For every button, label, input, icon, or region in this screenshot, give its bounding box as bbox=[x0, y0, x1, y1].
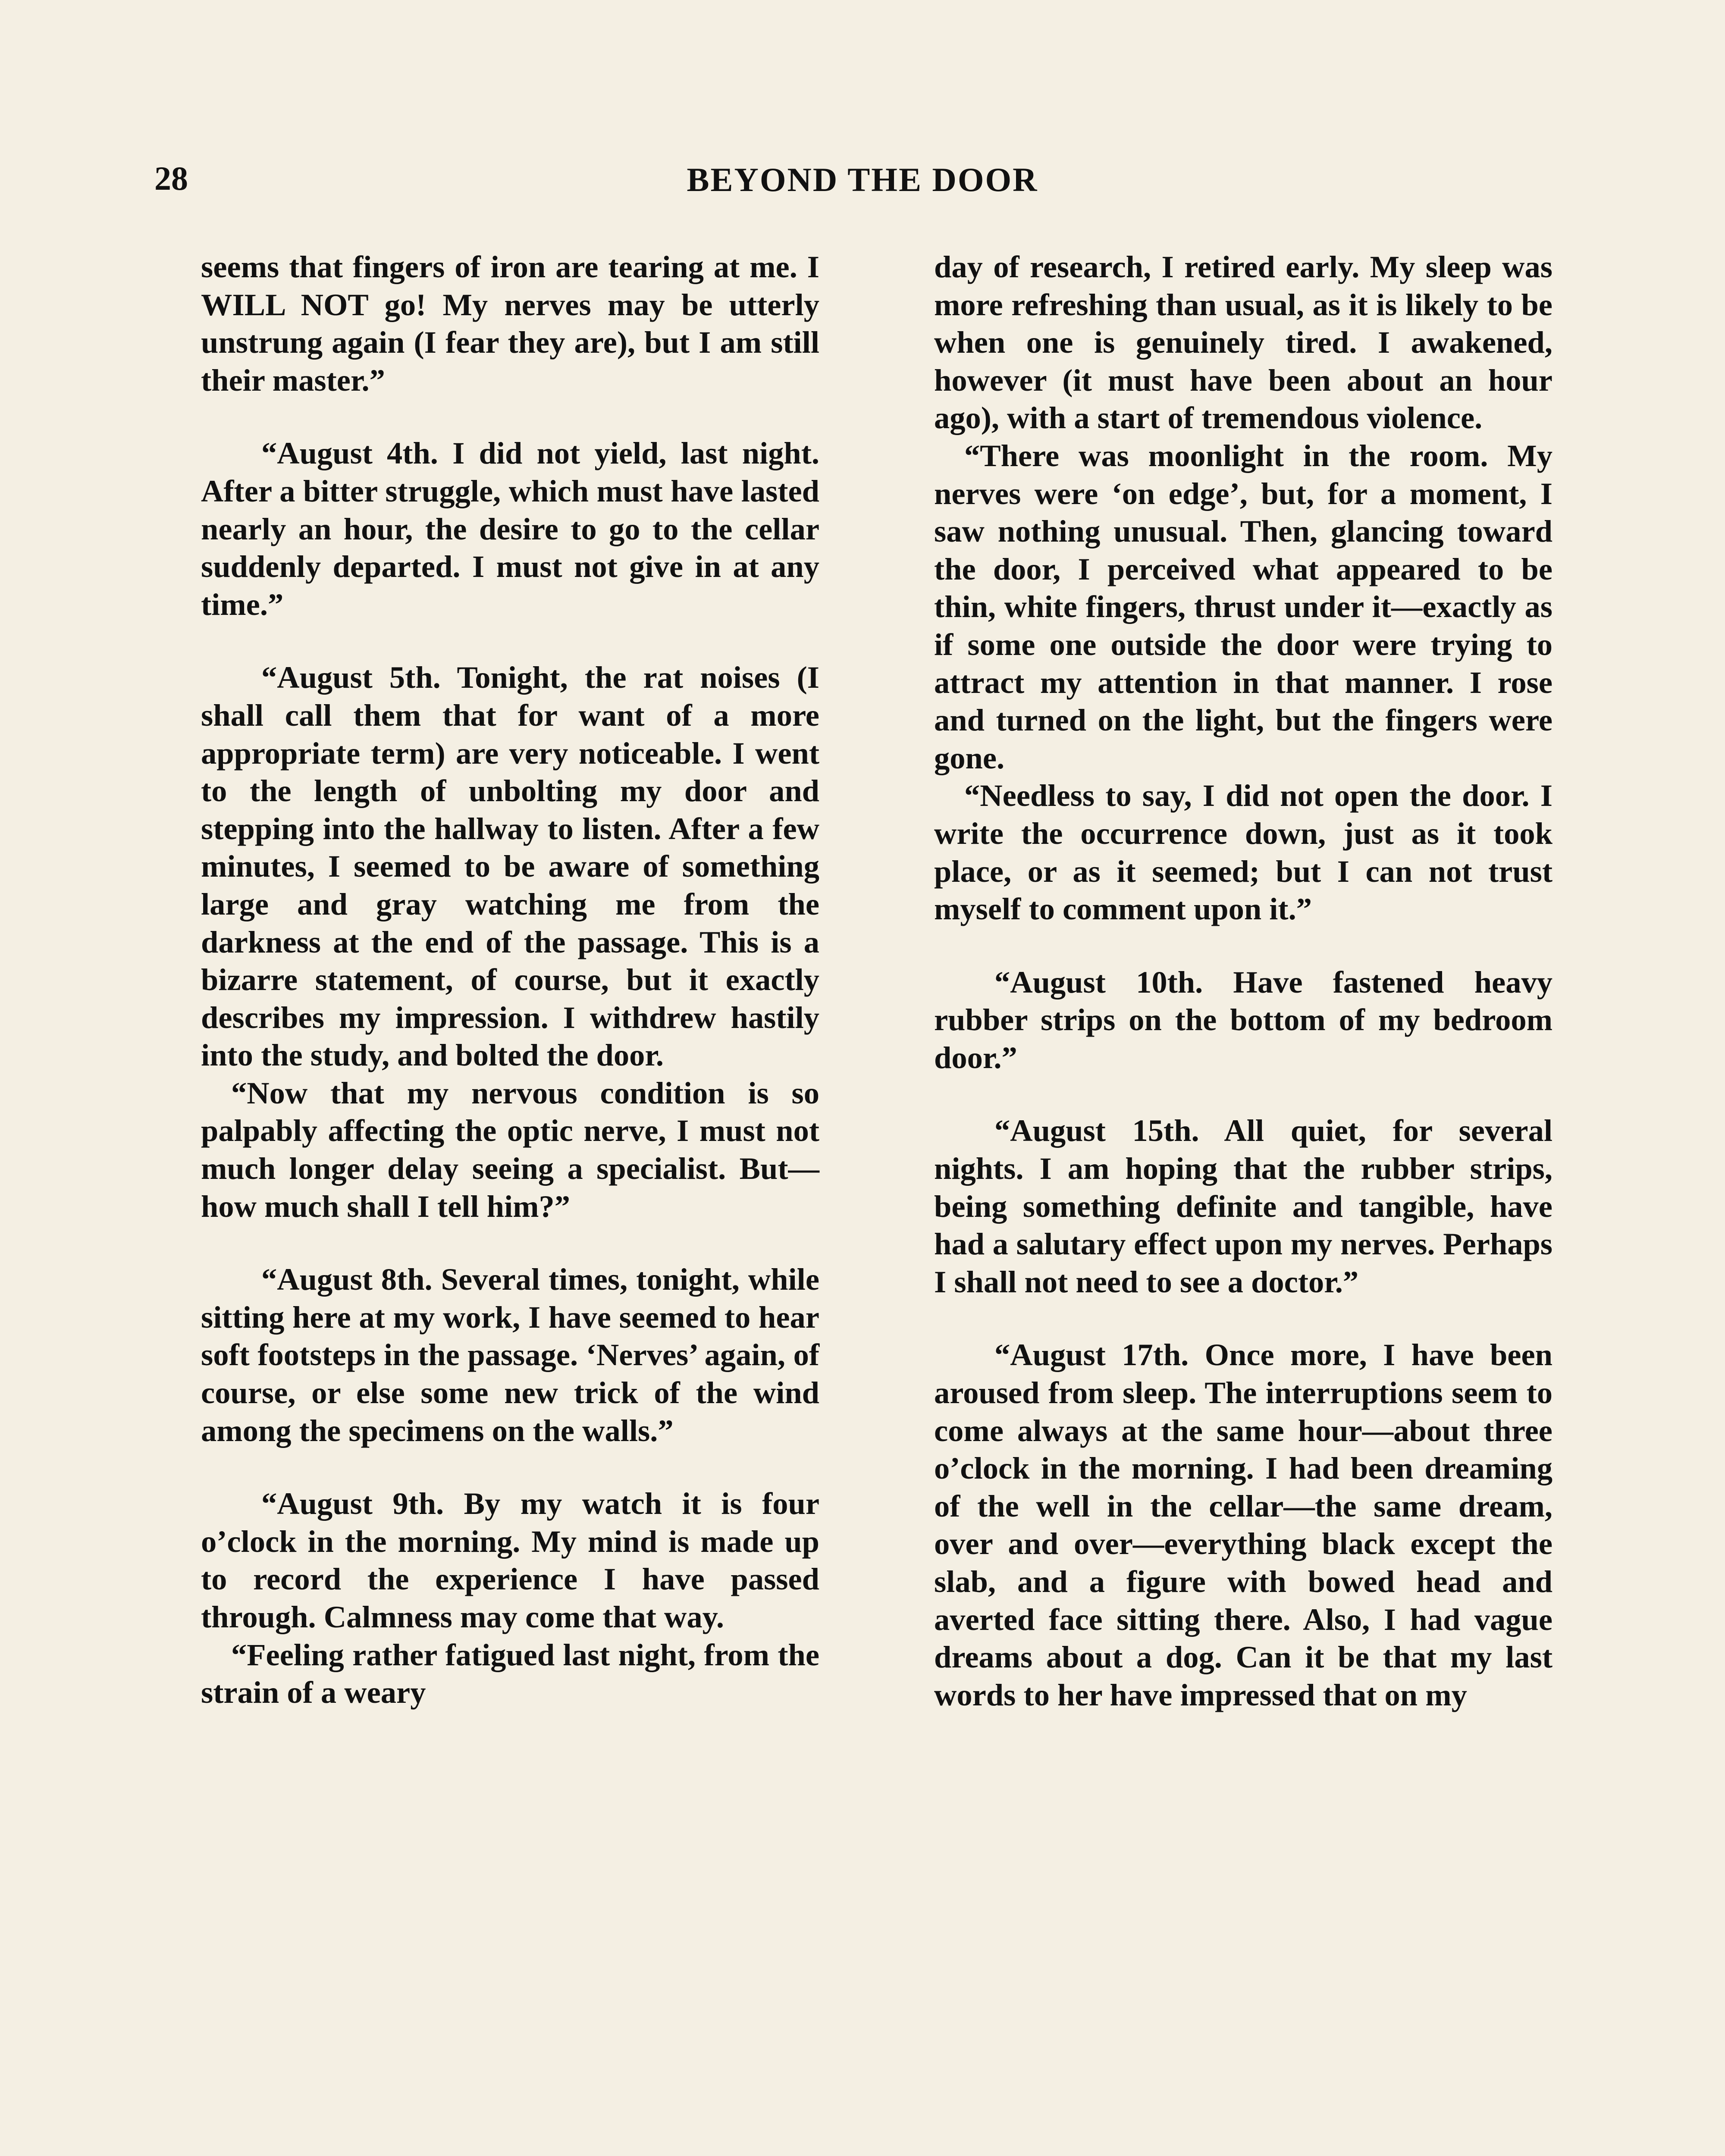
right-column bbox=[934, 248, 1552, 1714]
diary-entry-august-10: “August 10th. Have fastened heavy rubber strips on the bottom of my bedroom door.” bbox=[934, 964, 1552, 1075]
diary-entry-august-4: “August 4th. I did not yield, last night. After a bitter struggle, which must have lasted nearly an hour, the desire to go to the cellar suddenly departed. I must not give in at any time.” bbox=[201, 436, 819, 622]
diary-entry-august-5: “August 5th. Tonight, the rat noises (I shall call them that for want of a more appropriate term) are very noticeable. I went to the length of unbolting my door and stepping into the hallway to listen. After a few minutes, I seemed to be aware of something large and gray watching me from the darkness at the end of the passage. This is a bizarre statement, of course, but it exactly describes my impression. I withdrew hastily into the study, and bolted the door. bbox=[201, 660, 819, 1073]
paragraph: “Needless to say, I did not open the door. I write the occurrence down, just as it took place, or as it seemed; but I can not trust myself to comment upon it.” bbox=[934, 778, 1552, 927]
diary-entry-august-9: “August 9th. By my watch it is four o’clock in the morning. My mind is made up to record the experience I have passed through. Calmness may come that way. bbox=[201, 1486, 819, 1634]
diary-entry-august-15: “August 15th. All quiet, for several nights. I am hoping that the rubber strips, being something definite and tangible, have had a salutary effect upon my nerves. Perhaps I shall not need to see a doctor.” bbox=[934, 1113, 1552, 1299]
running-title: BEYOND THE DOOR bbox=[687, 161, 1038, 198]
paragraph: “Now that my nervous condition is so palpably affecting the optic nerve, I must not much longer delay seeing a specialist. But—how much shall I tell him?” bbox=[201, 1075, 819, 1224]
paragraph: “There was moonlight in the room. My nerves were ‘on edge’, but, for a moment, I saw nothing unusual. Then, glancing toward the door, I perceived what appeared to be thin, white fingers, thrust under it—exactly as if some one outside the door were trying to attract my attention in that manner. I rose and turned on the light, but the fingers were gone. bbox=[934, 438, 1552, 775]
diary-entry-august-8: “August 8th. Several times, tonight, while sitting here at my work, I have seemed to hear soft footsteps in the passage. ‘Nerves’ again, of course, or else some new trick of the wind among the specimens on the walls.” bbox=[201, 1262, 819, 1448]
paragraph: day of research, I retired early. My sleep was more refreshing than usual, as it is likely to be when one is genuinely tired. I awakened, however (it must have been about an hour ago), with a start of tremendous violence. bbox=[934, 249, 1552, 436]
page-number: 28 bbox=[154, 160, 188, 197]
paragraph: “Feeling rather fatigued last night, from the strain of a weary bbox=[201, 1637, 819, 1710]
diary-entry-august-17: “August 17th. Once more, I have been aroused from sleep. The interruptions seem to come always at the same hour—about three o’clock in the morning. I had been dreaming of the well in the cellar—the same dream, over and over—everything black except the slab, and a figure with bowed head and averted face sitting there. Also, I had vague dreams about a dog. Can it be that my last words to her have impressed that on my bbox=[934, 1337, 1552, 1712]
paragraph: seems that fingers of iron are tearing at me. I WILL NOT go! My nerves may be utterly unstrung again (I fear they are), but I am still their master.” bbox=[201, 249, 819, 398]
left-column bbox=[201, 248, 819, 1711]
